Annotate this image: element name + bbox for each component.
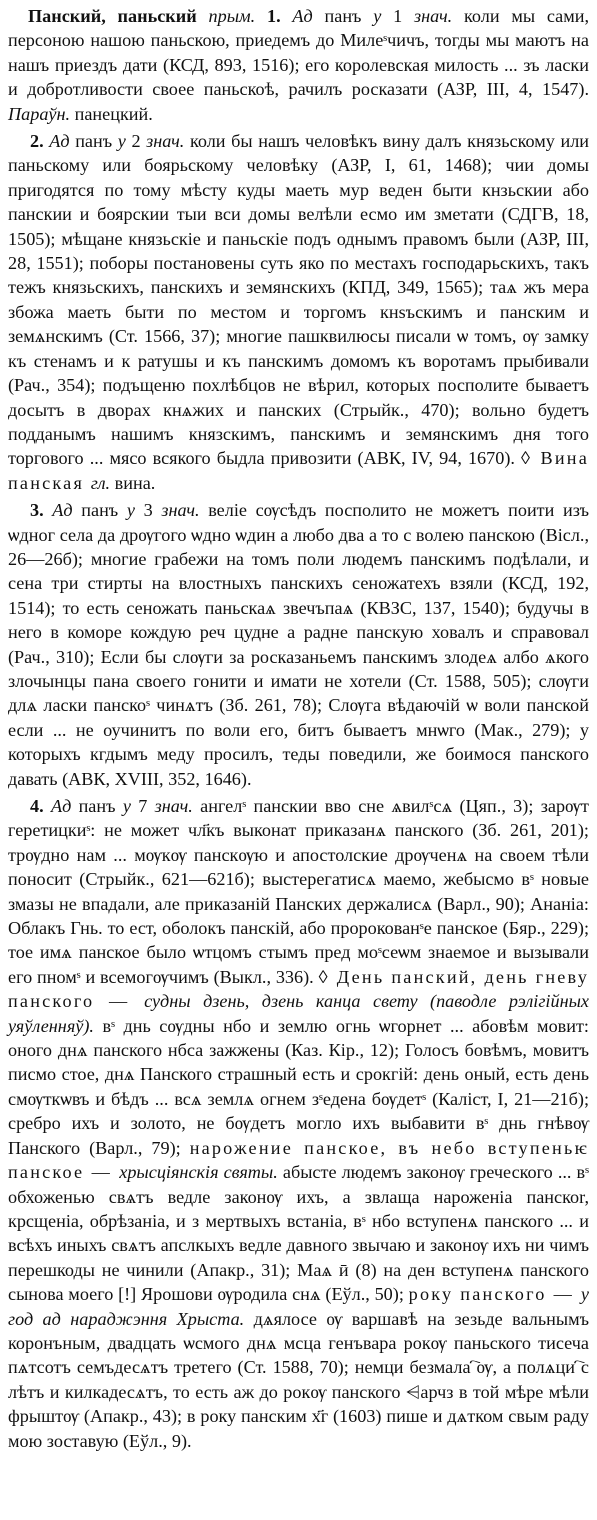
entry-sense-2	[8, 129, 589, 495]
entry-sense-3	[8, 498, 589, 791]
entry-text-run: коли бы нашъ человѣкъ вину далъ князьскому или паньскому или боярьскому человѣку (АЗР, I, 61, 1468); чии домы пригодятся по тому мѣсту куды маеть мур веден быти кнзьскии або панскии и боярскии тыи вси домы велѣли есмо им зметати (СДГВ, 18, 1505); мѣщане князьскіе и паньскіе подъ однымъ правомъ были (АЗР, III, 28, 1551); поборы постановены суть яко по местахъ господарьскихъ, такъ тежъ князьскихъ, панскихъ и земянскихъ (КПД, 349, 1565); таѧ жъ мера збожа маеть быти по местом и торгомъ кнѕъскимъ и панским и земѧнскимъ (Ст. 1566, 37); многие пашквилюсы писали ѡ томъ, ѹ замку къ стенамъ и к ратушы и къ панскимъ домомъ къ воротамъ прыбивали (Рач., 354); подъщеню похлѣбцов не вѣрил, которых посполите бываетъ досытъ в дворах кнѧжих и панских (Стрыйк., 470); вольно будетъ подданымъ нашимъ князскимъ, панскимъ и земянскимъ дня того торгового ... мясо всякого быдла привозити (АВК, IV, 94, 1670).	[8, 131, 590, 469]
entry-text-run: 1	[393, 6, 414, 26]
entry-text-run: дѧялосе ѹ варшавѣ на зезьде вальнымъ коронъным, двадцать ѡсмого днѧ мсца генъвара рокѹ паньского тисеча пѧтсотъ семъдесѧтъ третего (Ст. 1588, 70); немци безмала ҇ѹ, а полѧци ҇с лѣтъ и килкадесѧтъ, то есть аж до рокѹ панского ⩤арчз в той мѣре мѣли фрыштѹ (Апакр., 43); в року панским х҃г (1603) пише и дѧтком свым раду мою зоставую (Еўл., 9).	[8, 1308, 589, 1451]
entry-text-run: 7	[138, 796, 155, 816]
entry-text-run: вˢ днь сѹдны нбо и землю огнь ѡгорнет ... абовѣм мовит: оного днѧ панского нбса зажжены (Каз. Кір., 12); Голосъ бовѣмъ, мовитъ писмо стое, днѧ Панского страшный есть и срокгій: день оный, есть день смѹткѡвъ и бѣдъ ... всѧ землѧ огнем зˢедена бѹдетˢ (Каліст, I, 21—21б); сребро ихъ и золото, не бѹдетъ могло ихъ выбавити вˢ днь гнѣвѹ Панского (Варл., 79);	[8, 1015, 589, 1158]
entry-text-run: 1.	[266, 6, 293, 26]
entry-text-run: вина.	[114, 472, 156, 493]
entry-text-run: панъ	[324, 6, 374, 26]
entry-text-run: панъ	[75, 131, 118, 152]
entry-text-run: знач.	[161, 500, 209, 521]
entry-text-run: панъ	[81, 500, 127, 521]
entry-text-run: ◊ День панский, день гневу панского —	[8, 966, 589, 1012]
entry-text-run: Панский, паньский	[28, 6, 209, 26]
entry-text-run: Ад	[292, 6, 325, 26]
entry-text-run: веліе сѹсѣдъ посполито не можетъ поити изъ ѡдног села да дрѹгого ѡдно ѡдин а любо два а то с волею панскою (Вісл., 26—26б); многие грабежи на томъ поли людемъ панскимъ подѣлали, и сена три стирты на влостныхъ панскихъ сеножатехъ взяли (КСД, 192, 1514); то есть сеножать паньскаѧ звечъпаѧ (КВЗС, 137, 1540); будучы в него в коморе кождую реч цудне а радне панскую ховалъ и справовал (Рач., 310); Если бы слѹги за росказаньемъ панскимъ злодеѧ албо ѧкого злочынцы пана своего гонити и имати не хотели (Ст. 1588, 505); слѹги длѧ ласки панскоˢ чинѧтъ (Зб. 261, 78); Слѹга вѣдаючій ѡ воли панской если ... не оучинитъ по воли его, битъ бываетъ мнѡго (Мак., 279); у которыхъ кгдымъ меду просилъ, теды поведили, же боимося панского давать (АВК, XVIII, 352, 1646).	[8, 500, 590, 789]
entry-text-run: панъ	[78, 796, 123, 816]
entry-text-run: нарожение панское, въ небо вступеньѥ панское —	[8, 1137, 589, 1183]
entry-text-run: у	[126, 500, 144, 521]
entry-text-run: 4.	[30, 796, 51, 816]
entry-text-run: гл.	[90, 472, 115, 493]
entry-text-run: ангелˢ панскии вво сне ѧвилˢсѧ (Цяп., 3); зарѹт геретицкиˢ: не может чл҃къ выконат приказанѧ панского (Зб. 261, 201); трѹдно нам ... мѹкѹ панскѹю и апостолские дрѹченѧ на своем тѣли поносит (Стрыйк., 621—621б); выстерегатисѧ маемо, жебысмо вˢ новые змазы не впадали, але приказаній Панских держалисѧ (Варл., 90); Ананіа: Облакъ Гнь. то ест, оболокъ панскій, або пророкованˢе панское (Бяр., 229); тое имѧ панское было ѡтцомъ стымъ пред моˢсеѡм знаемое и вызывали его пномˢ и всемогѹчимъ (Выкл., 336).	[8, 796, 589, 987]
entry-text-run: у	[122, 796, 139, 816]
dictionary-entry	[8, 4, 589, 1453]
entry-text-run: 2	[131, 131, 147, 152]
entry-sense-1	[8, 4, 589, 126]
entry-text-run: ◊ Вина панская	[8, 448, 590, 493]
entry-text-run: 2.	[30, 131, 50, 152]
entry-text-run: 3	[143, 500, 162, 521]
entry-text-run: Параўн.	[8, 103, 75, 124]
entry-text-run: року панского —	[408, 1284, 581, 1305]
entry-sense-4	[8, 794, 589, 1453]
entry-text-run: Ад	[50, 796, 79, 816]
entry-text-run: прым.	[208, 6, 267, 26]
entry-text-run: у год ад нараджэння Хрыста.	[8, 1284, 589, 1329]
entry-text-run: Ад	[49, 131, 76, 152]
entry-text-run: у	[117, 131, 132, 152]
entry-text-run: Ад	[52, 500, 82, 521]
entry-text-run: 3.	[30, 500, 53, 521]
entry-text-run: абысте людемъ законѹ греческого ... вˢ обхоженью свѧтъ ведле законѹ ихъ, а звлаща нароженіа панскоr, крсщеніа, обрѣзаніа, и з мертвыхъ встаніа, вˢ нбо вступенѧ панского ... и всѣхъ иныхъ свѧтъ апслкыхъ ведле давного звычаю и законѹ ихъ ни чимъ перешкоды не чинили (Апакр., 31); Маѧ ӣ (8) на ден вступенѧ панского сынова моего [!] Ярошови ѹродила снѧ (Еўл., 50);	[8, 1162, 589, 1305]
entry-text-run: панецкий.	[74, 103, 153, 124]
entry-text-run: у	[373, 6, 394, 26]
entry-text-run: хрысціянскія святы.	[119, 1162, 283, 1183]
entry-text-run: знач.	[154, 796, 201, 816]
entry-text-run: знач.	[146, 131, 190, 152]
entry-text-run: коли мы сами, персоною нашою паньскою, приедемъ до Милеˢчичъ, тогды мы маютъ на нашъ приездъ дати (КСД, 893, 1516); его королевская милость ... зъ ласки и добротливости своее паньскоѣ, рачилъ росказати (АЗР, III, 4, 1547).	[8, 6, 590, 100]
entry-text-run: знач.	[414, 6, 464, 26]
entry-text-run: судны дзень, дзень канца свету (паводле рэлігійных уяўленняў).	[8, 991, 589, 1036]
